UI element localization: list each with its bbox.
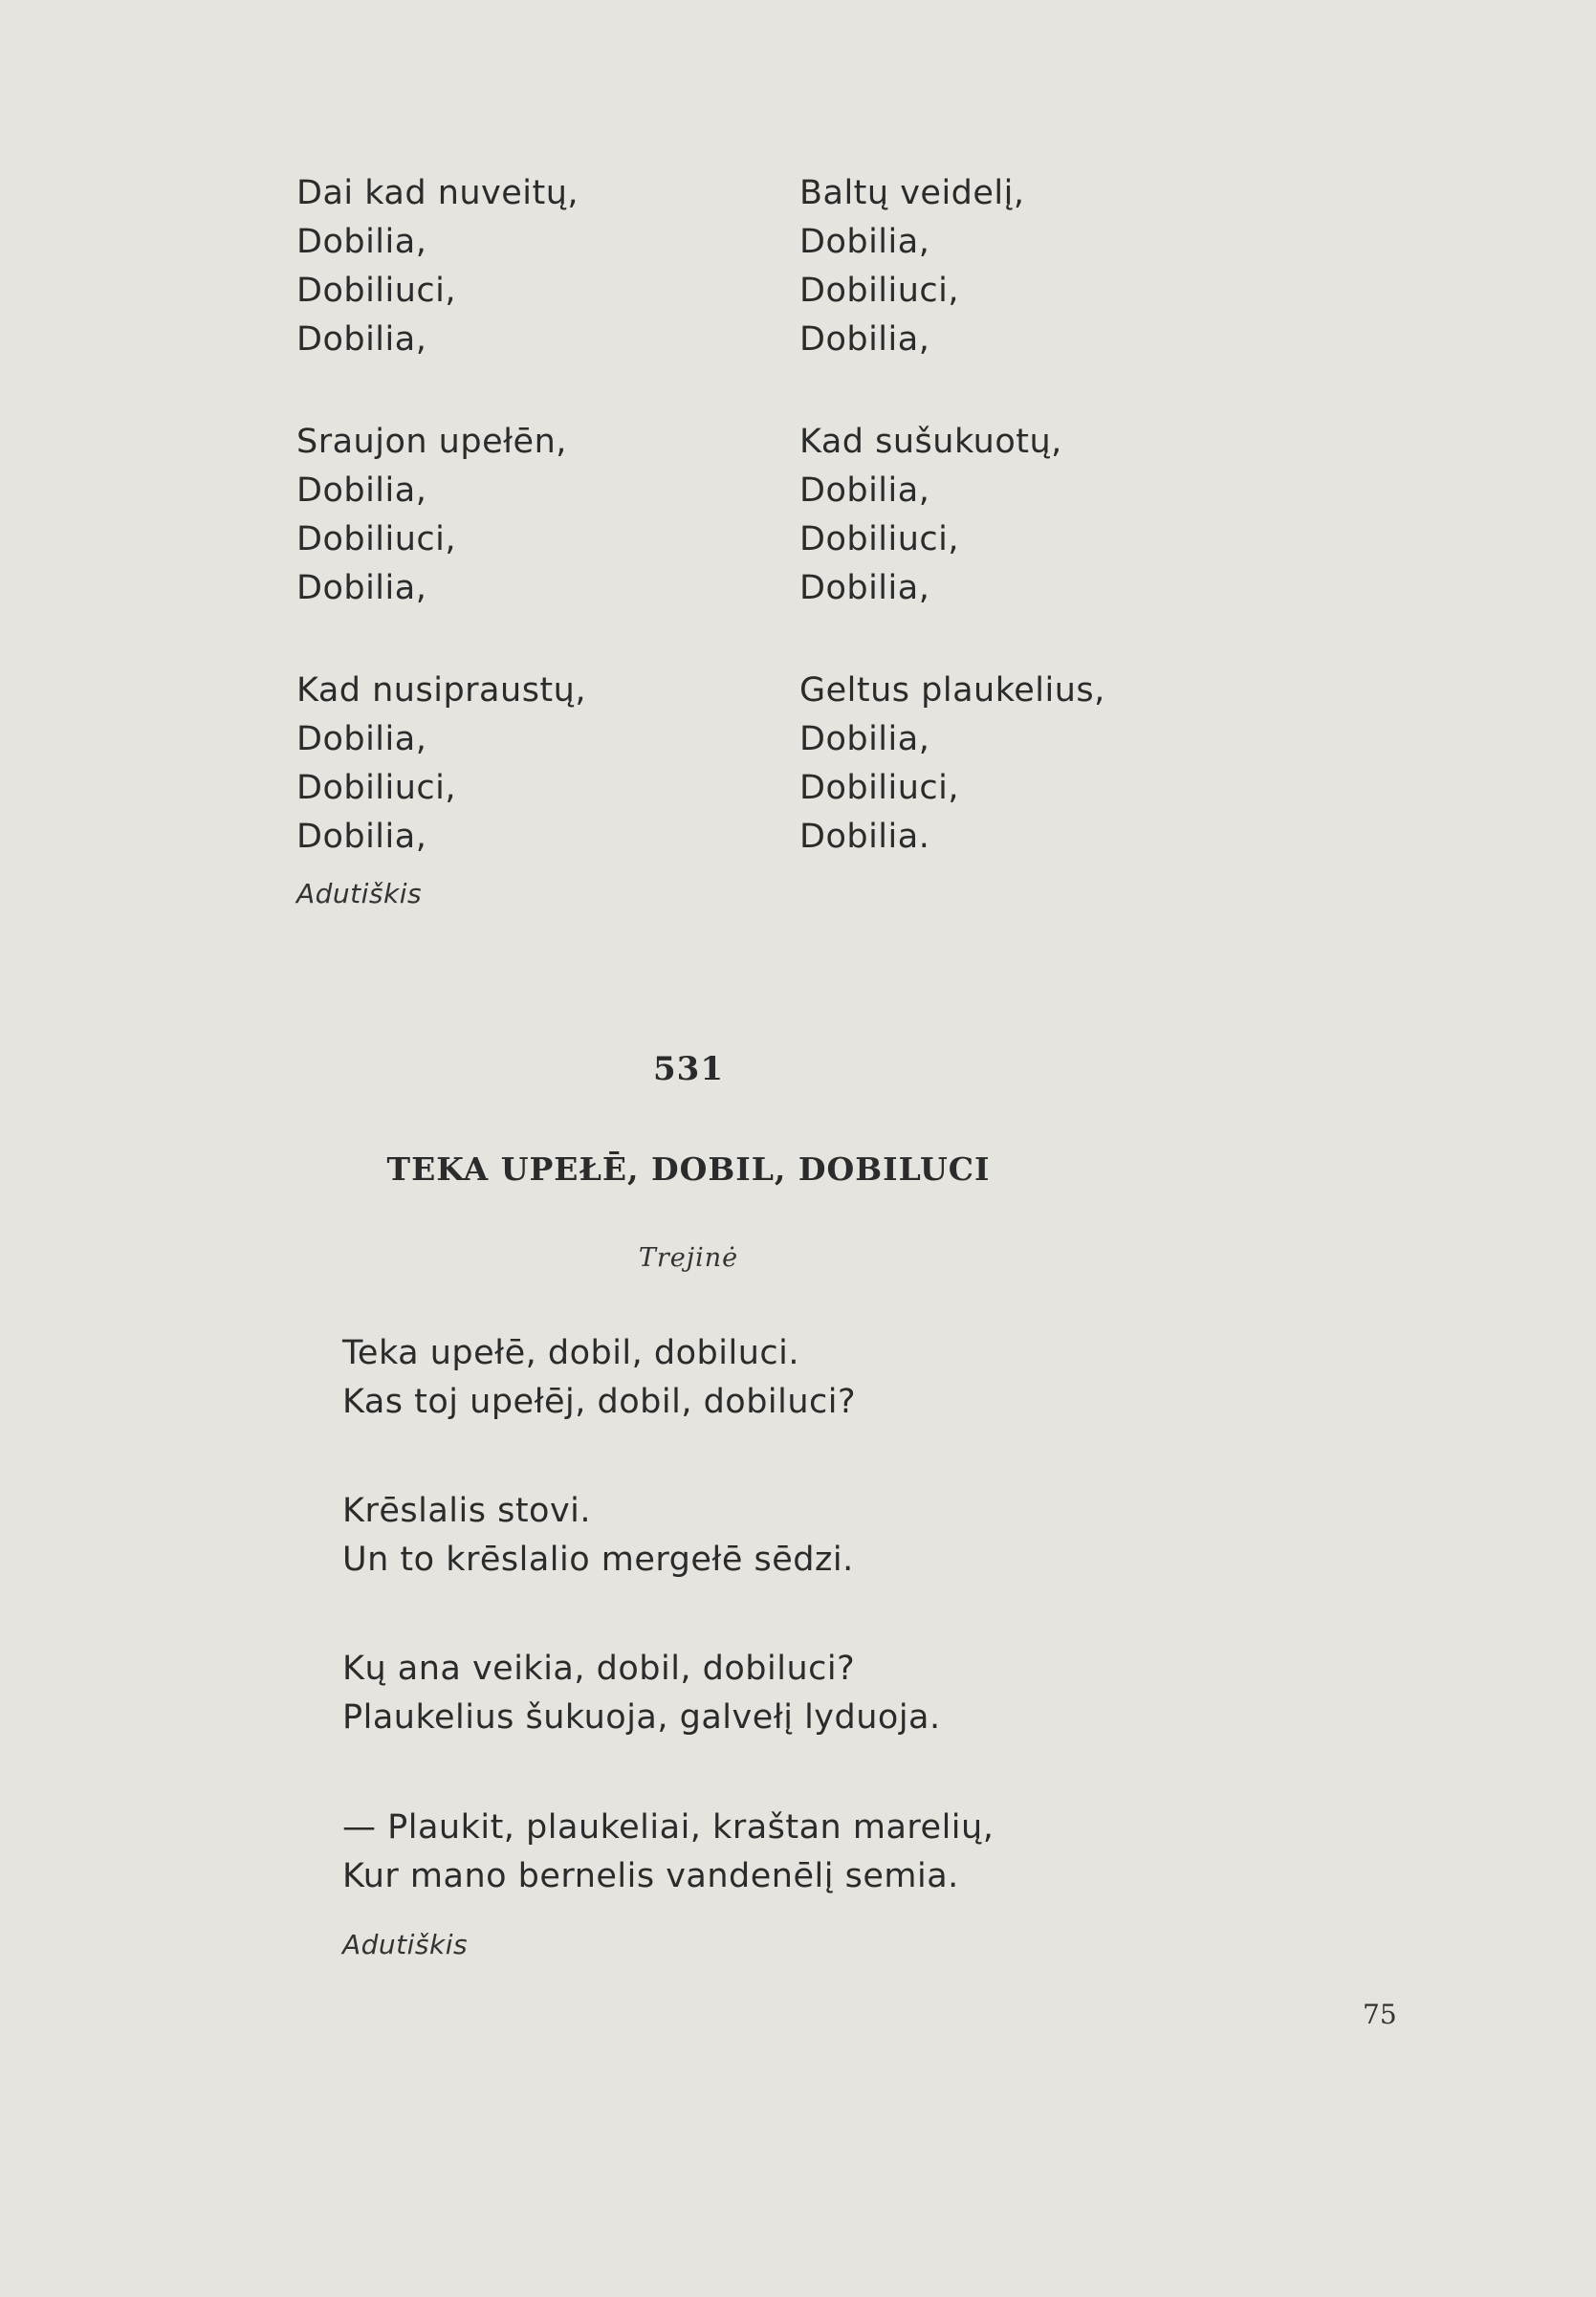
stanza-line: Kad nusipraustų, [296,671,586,710]
page-number: 75 [1363,1999,1397,2030]
stanza-line: Baltų veidelį, [799,174,1025,212]
stanza-line: Dobilia, [799,569,930,607]
verse-line: Kas toj upełēj, dobil, dobiluci? [342,1383,857,1421]
stanza-line: Dobilia, [799,720,930,758]
verse-line: Un to krēslalio mergełē sēdzi. [342,1541,854,1579]
place-of-recording: Adutiškis [296,878,423,909]
stanza-line: Dobiliuci, [799,520,960,558]
stanza-line: Sraujon upełēn, [296,423,567,461]
stanza-line: Dai kad nuveitų, [296,174,579,212]
left-stanza-1 [296,169,579,364]
stanza-line: Dobilia, [799,223,930,261]
right-stanza-2 [799,418,1062,613]
stanza-line: Dobilia, [799,471,930,510]
stanza-line: Dobilia, [296,818,427,856]
stanza-line: Dobiliuci, [799,272,960,310]
verse-line: Teka upełē, dobil, dobiluci. [342,1334,799,1372]
verse-line: — Plaukit, plaukeliai, kraštan marelių, [342,1808,995,1847]
stanza-line: Dobilia, [799,320,930,359]
verse-2 [342,1487,854,1585]
song-title: TEKA UPEŁĒ, DOBIL, DOBILUCI [386,1150,991,1188]
verse-1 [342,1329,856,1427]
stanza-line: Dobilia, [296,569,427,607]
stanza-line: Dobilia. [799,818,930,856]
stanza-line: Dobilia, [296,223,427,261]
stanza-line: Geltus plaukelius, [799,671,1105,710]
right-stanza-1 [799,169,1025,364]
stanza-line: Dobilia, [296,471,427,510]
verse-line: Kų ana veikia, dobil, dobiluci? [342,1650,856,1688]
stanza-line: Dobiliuci, [799,769,960,807]
stanza-line: Dobiliuci, [296,769,457,807]
verse-4 [342,1804,994,1901]
stanza-line: Kad sušukuotų, [799,423,1062,461]
stanza-line: Dobilia, [296,320,427,359]
stanza-line: Dobiliuci, [296,272,457,310]
song-place-of-recording: Adutiškis [342,1929,469,1960]
verse-line: Krēslalis stovi. [342,1492,592,1530]
left-stanza-2 [296,418,567,613]
verse-3 [342,1645,941,1742]
verse-line: Plaukelius šukuoja, galvełį lyduoja. [342,1698,941,1737]
right-stanza-3 [799,667,1105,862]
stanza-line: Dobiliuci, [296,520,457,558]
song-genre: Trejinė [638,1243,739,1273]
verse-line: Kur mano bernelis vandenēlį semia. [342,1857,959,1895]
stanza-line: Dobilia, [296,720,427,758]
left-stanza-3 [296,667,586,862]
song-number: 531 [653,1050,724,1088]
